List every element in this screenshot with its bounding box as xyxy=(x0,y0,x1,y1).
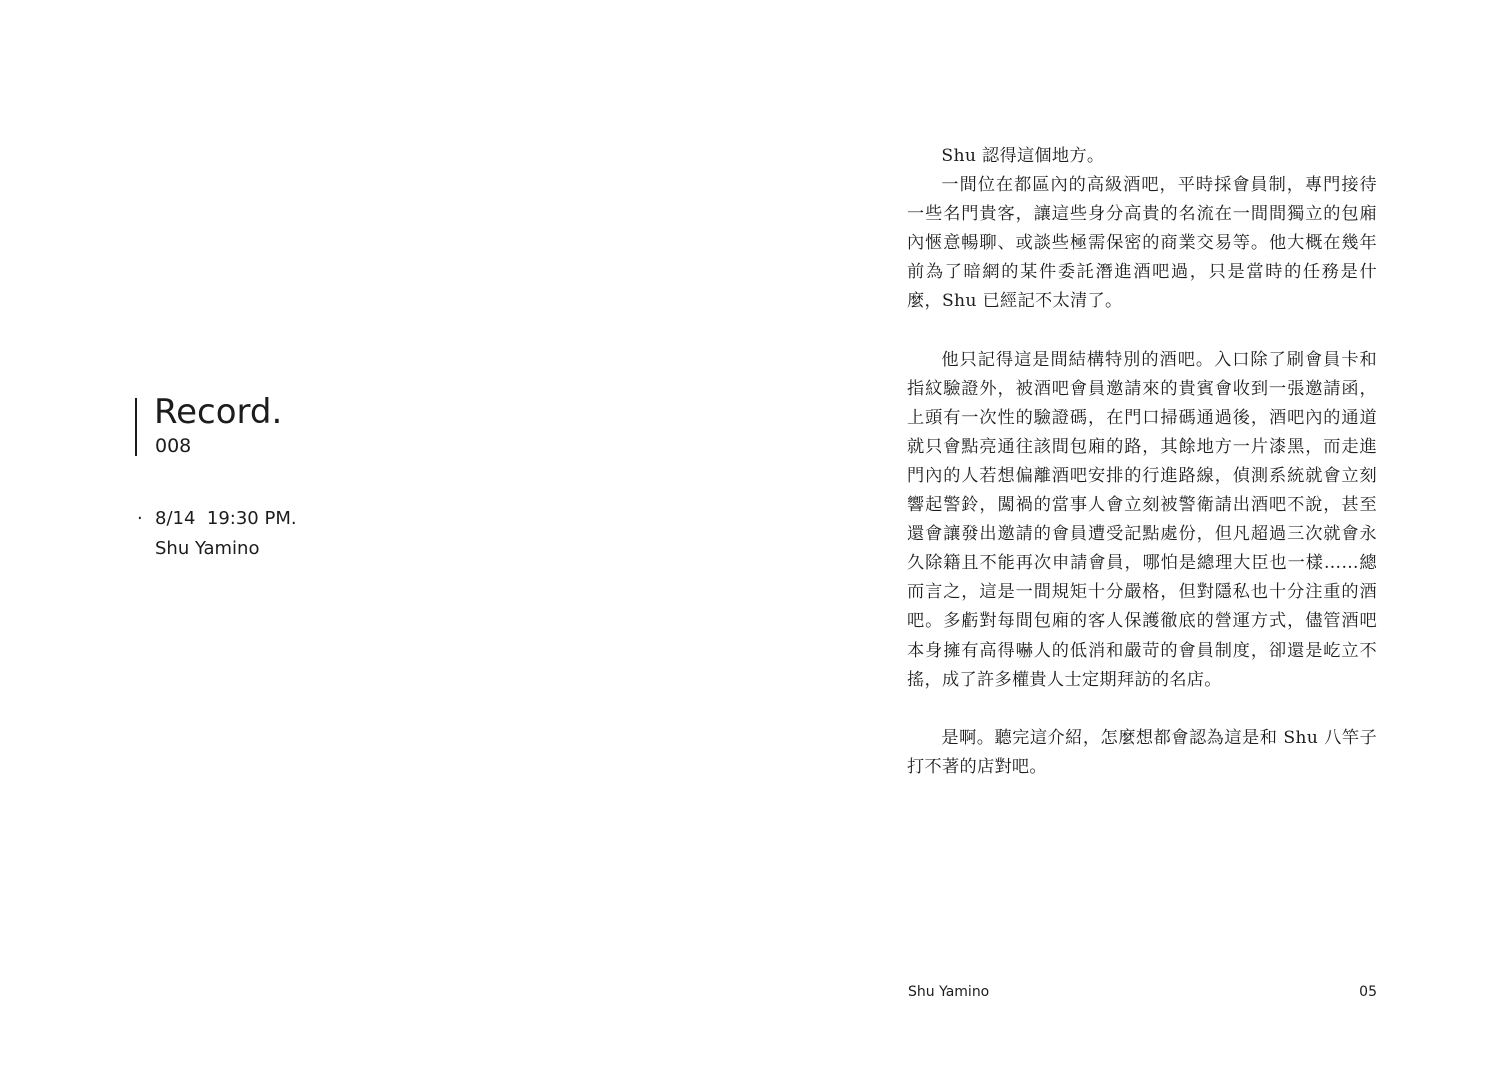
entry-author: Shu Yamino xyxy=(155,538,260,559)
paragraph: Shu 認得這個地方。 xyxy=(941,146,1105,166)
paragraph: 是啊。聽完這介紹，怎麼想都會認為這是和 Shu 八竿子打不著的店對吧。 xyxy=(907,727,1377,777)
footer-author: Shu Yamino xyxy=(908,984,990,1000)
page-number: 05 xyxy=(1359,984,1377,1000)
paragraph: 一間位在都區內的高級酒吧，平時採會員制，專門接待一些名門貴客，讓這些身分高貴的名流在一間間獨立的包廂內愜意暢聊、或談些極需保密的商業交易等。他大概在幾年前為了暗網的某件委託潛進酒吧過，只是當時的任務是什麼，Shu 已經記不太清了。 xyxy=(907,175,1377,312)
bullet-icon: · xyxy=(137,508,143,529)
paragraph: 他只記得這是間結構特別的酒吧。入口除了刷會員卡和指紋驗證外，被酒吧會員邀請來的貴賓會收到一張邀請函，上頭有一次性的驗證碼，在門口掃碼通過後，酒吧內的通道就只會點亮通往該間包廂的路，其餘地方一片漆黑，而走進門內的人若想偏離酒吧安排的行進路線，偵測系統就會立刻響起警鈴，闖禍的當事人會立刻被警衛請出酒吧不說，甚至還會讓發出邀請的會員遭受記點處份，但凡超過三次就會永久除籍且不能再次申請會員，哪怕是總理大臣也一樣……總而言之，這是一間規矩十分嚴格，但對隱私也十分注重的酒吧。多虧對每間包廂的客人保護徹底的營運方式，儘管酒吧本身擁有高得嚇人的低消和嚴苛的會員制度，卻還是屹立不搖，成了許多權貴人士定期拜訪的名店。 xyxy=(907,349,1377,690)
chapter-number: 008 xyxy=(155,435,192,457)
body-text xyxy=(907,142,1377,782)
entry-date: 8/14 19:30 PM. xyxy=(155,508,297,529)
chapter-title: Record. xyxy=(154,392,283,432)
chapter-rule xyxy=(135,398,137,456)
